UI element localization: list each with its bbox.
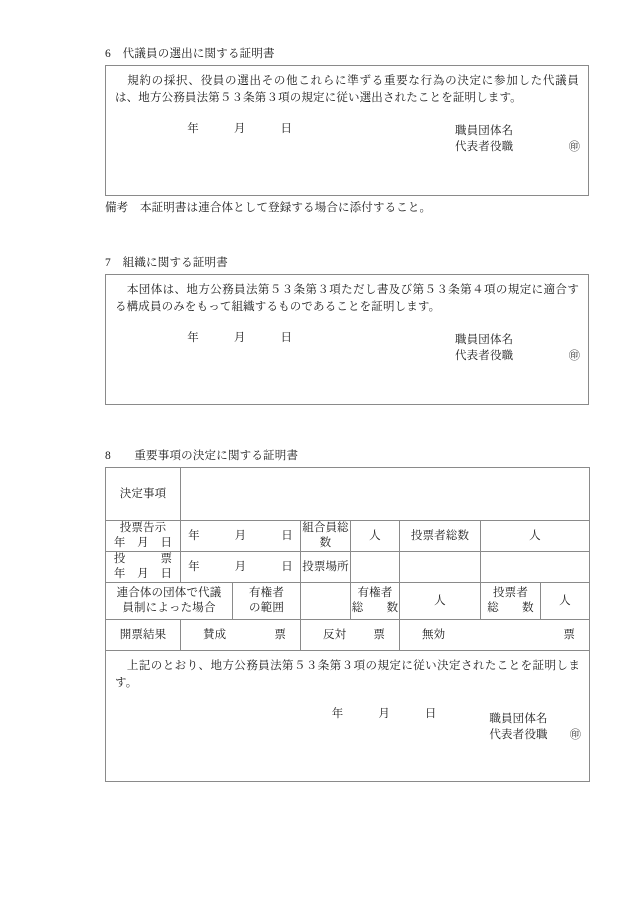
section-6-note: 備考 本証明書は連合体として登録する場合に添付すること。	[105, 202, 432, 214]
eligible-scope-value-cell[interactable]	[301, 583, 351, 620]
vote-notice-label-cell	[106, 521, 181, 552]
eligible-scope-label-line2: の範囲	[249, 602, 284, 614]
section-7-rep-title-label: 代表者役職 ㊞	[455, 350, 580, 362]
table-row-vote-date	[106, 552, 590, 583]
important-matters-table	[105, 467, 590, 782]
eligible-scope-label-line1: 有権者	[249, 587, 284, 599]
section-6-date-line[interactable]: 年 月 日	[164, 123, 293, 135]
eligible-scope-label-cell	[233, 583, 301, 620]
federation-label-line2: 員制によった場合	[122, 602, 216, 614]
votes-against-cell[interactable]	[301, 620, 400, 651]
vote-date-label-line2: 年 月 日	[113, 568, 173, 580]
votes-for-label: 賛成	[203, 628, 227, 641]
section-6	[105, 46, 589, 217]
eligible-total-label-line1: 有権者	[357, 587, 393, 599]
eligible-total-value-cell[interactable]: 人	[400, 583, 481, 620]
footer-date-line[interactable]: 年 月 日	[308, 708, 437, 720]
member-total-value-cell[interactable]: 人	[351, 521, 400, 552]
votes-against-unit: 票	[373, 628, 385, 641]
federation-turnout-value-cell[interactable]: 人	[541, 583, 590, 620]
vote-notice-label-line1: 投票告示	[119, 522, 167, 534]
section-6-signature-block	[370, 123, 580, 187]
section-6-heading: 6 代議員の選出に関する証明書	[105, 48, 275, 60]
votes-against-label: 反対	[323, 628, 347, 641]
seal-icon: ㊞	[568, 350, 580, 362]
table-row-footer-certification	[106, 651, 590, 782]
table-row-federation	[106, 583, 590, 620]
vote-notice-label-line2: 年 月 日	[113, 537, 173, 549]
votes-invalid-cell[interactable]	[400, 620, 590, 651]
section-6-rep-title-label: 代表者役職 ㊞	[455, 141, 580, 153]
footer-body-text: 上記のとおり、地方公務員法第５３条第３項の規定に従い決定されたことを証明します。	[115, 660, 580, 689]
footer-org-name-label: 職員団体名	[489, 713, 548, 725]
eligible-total-label-line2: 総 数	[351, 602, 399, 614]
section-6-org-name-label: 職員団体名	[455, 125, 514, 137]
footer-certification-cell	[106, 651, 590, 782]
vote-notice-date-cell[interactable]: 年 月 日	[181, 521, 301, 552]
federation-turnout-label-cell	[481, 583, 541, 620]
vote-date-label-cell	[106, 552, 181, 583]
federation-label-cell	[106, 583, 233, 620]
section-7-body-text: 本団体は、地方公務員法第５３条第３項ただし書及び第５３条第４項の規定に適合する構成員のみをもって組織するものであることを証明します。	[115, 284, 579, 313]
decision-label-cell: 決定事項	[106, 468, 181, 521]
section-8-heading: 8 重要事項の決定に関する証明書	[105, 450, 299, 462]
federation-label-line1: 連合体の団体で代議	[116, 587, 222, 599]
section-6-certificate-box	[105, 65, 589, 196]
federation-turnout-label-line1: 投票者	[493, 587, 528, 599]
eligible-total-label-cell	[351, 583, 400, 620]
votes-invalid-label: 無効	[422, 628, 446, 641]
vote-date-label-line1: 投 票	[113, 553, 173, 565]
table-row-decision	[106, 468, 590, 521]
voter-total-value-cell[interactable]: 人	[481, 521, 590, 552]
section-7-certificate-box	[105, 274, 589, 405]
federation-turnout-label-line2: 総 数	[487, 602, 534, 614]
seal-icon: ㊞	[568, 141, 580, 153]
section-8	[105, 448, 589, 782]
section-7	[105, 255, 589, 405]
table-row-tally-result	[106, 620, 590, 651]
footer-rep-title-label: 代表者役職 ㊞	[489, 729, 581, 741]
voter-total-label-cell: 投票者総数	[400, 521, 481, 552]
section-7-signature-block	[370, 332, 580, 396]
tally-result-label-cell: 開票結果	[106, 620, 181, 651]
table-row-vote-notice	[106, 521, 590, 552]
member-total-label-cell: 組合員総数	[301, 521, 351, 552]
vote-place-value-cell[interactable]	[351, 552, 400, 583]
votes-for-unit: 票	[274, 628, 286, 641]
vote-date-value-cell[interactable]: 年 月 日	[181, 552, 301, 583]
votes-for-cell[interactable]	[181, 620, 301, 651]
footer-signature-block	[371, 711, 581, 775]
vote-row-blank-cell-1[interactable]	[400, 552, 481, 583]
decision-value-cell[interactable]	[181, 468, 590, 521]
votes-invalid-unit: 票	[563, 628, 575, 641]
vote-row-blank-cell-2[interactable]	[481, 552, 590, 583]
section-6-body-text: 規約の採択、役員の選出その他これらに準ずる重要な行為の決定に参加した代議員は、地方公務員法第５３条第３項の規定に従い選出されたことを証明します。	[115, 75, 579, 104]
section-7-org-name-label: 職員団体名	[455, 334, 514, 346]
section-7-heading: 7 組織に関する証明書	[105, 257, 228, 269]
vote-place-label-cell: 投票場所	[301, 552, 351, 583]
seal-icon: ㊞	[569, 729, 581, 741]
section-7-date-line[interactable]: 年 月 日	[164, 332, 293, 344]
